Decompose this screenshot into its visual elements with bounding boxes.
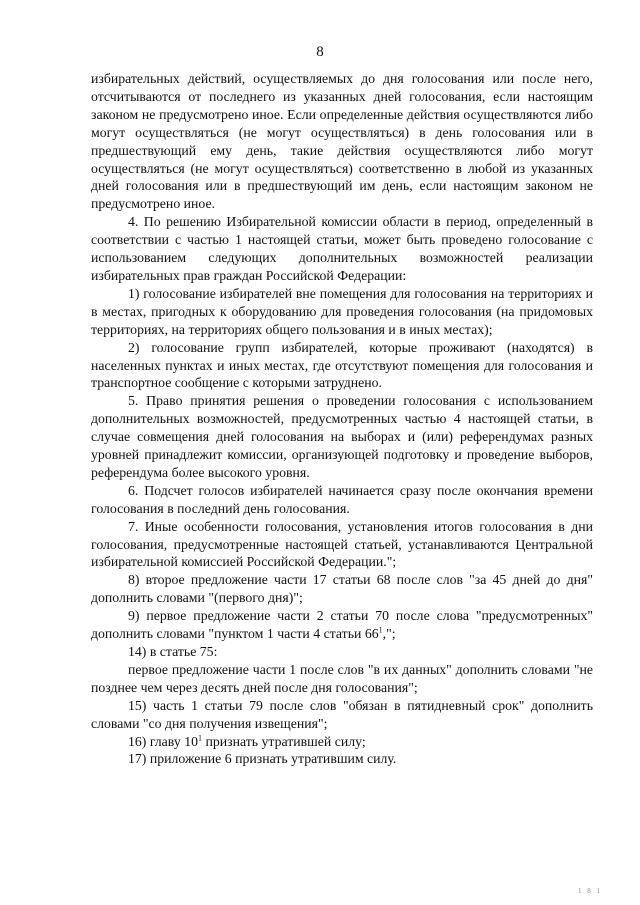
paragraph-amendment-17: 17) приложение 6 признать утратившим силу. — [128, 751, 397, 767]
amendment-9-tail: ,"; — [382, 626, 396, 642]
corner-mark: 1 8 1 — [578, 887, 602, 895]
paragraph-part-6: 6. Подсчет голосов избирателей начинается сразу после окончания времени голосования в последний день голосования. — [91, 482, 593, 516]
document-body — [91, 70, 593, 768]
amendment-9-superscript: 1 — [378, 625, 383, 635]
paragraph-amendment-8: 8) второе предложение части 17 статьи 68 после слов "за 45 дней до дня" дополнить словами "(первого дня)"; — [91, 572, 593, 606]
paragraph-amendment-16 — [91, 733, 593, 751]
paragraph-item-1: 1) голосование избирателей вне помещения для голосования на территориях и в местах, пригодных к оборудованию для проведения голосования (на придомовых территориях, на территориях общего пользования и в иных местах); — [91, 285, 593, 337]
amendment-16-superscript: 1 — [198, 732, 202, 742]
paragraph-amendment-15: 15) часть 1 статьи 79 после слов "обязан в пятидневный срок" дополнить словами "со дня получения извещения"; — [91, 697, 593, 731]
amendment-9-text: 9) первое предложение части 2 статьи 70 после слова "предусмотренных" дополнить словами "пунктом 1 части 4 статьи 66 — [91, 608, 593, 642]
paragraph-amendment-14-text: первое предложение части 1 после слов "в их данных" дополнить словами "не позднее чем через десять дней после дня голосования"; — [91, 661, 593, 695]
paragraph-amendment-9 — [91, 607, 593, 643]
paragraph-part-5: 5. Право принятия решения о проведении голосования с использованием дополнительных возможностей, предусмотренных частью 4 настоящей статьи, в случае совмещения дней голосования на выборах и (или) референдумах разных уровней принадлежит комиссии, организующей подготовку и проведение выборов, референдума более высокого уровня. — [91, 393, 593, 480]
amendment-16-text: 16) главу 10 — [128, 733, 198, 749]
paragraph-continuation: избирательных действий, осуществляемых до дня голосования или после него, отсчитываются от последнего из указанных дней голосования, если настоящим законом не предусмотрено иное. Если определенные действия осуществляются либо могут осуществляться (не могут осуществляться) в день голосования или в предшествующий ему день, такие действия осуществляются либо могут осуществляться (не могут осуществляться) соответственно в любой из указанных дней голосования или в предшествующий им день, если настоящим законом не предусмотрено иное. — [91, 71, 593, 212]
paragraph-item-2: 2) голосование групп избирателей, которые проживают (находятся) в населенных пунктах и иных местах, где отсутствуют помещения для голосования и транспортное сообщение с которыми затруднено. — [91, 339, 593, 391]
paragraph-part-4: 4. По решению Избирательной комиссии области в период, определенный в соответствии с частью 1 настоящей статьи, может быть проведено голосование с использованием следующих дополнительных возможностей реализации избирательных прав граждан Российской Федерации: — [91, 214, 593, 283]
amendment-16-tail: признать утратившей силу; — [202, 733, 366, 749]
page-number: 8 — [316, 44, 324, 60]
paragraph-amendment-14: 14) в статье 75: — [128, 644, 218, 659]
paragraph-part-7: 7. Иные особенности голосования, установления итогов голосования в дни голосования, предусмотренные настоящей статьей, устанавливаются Центральной избирательной комиссией Российской Федерации."; — [91, 518, 593, 570]
